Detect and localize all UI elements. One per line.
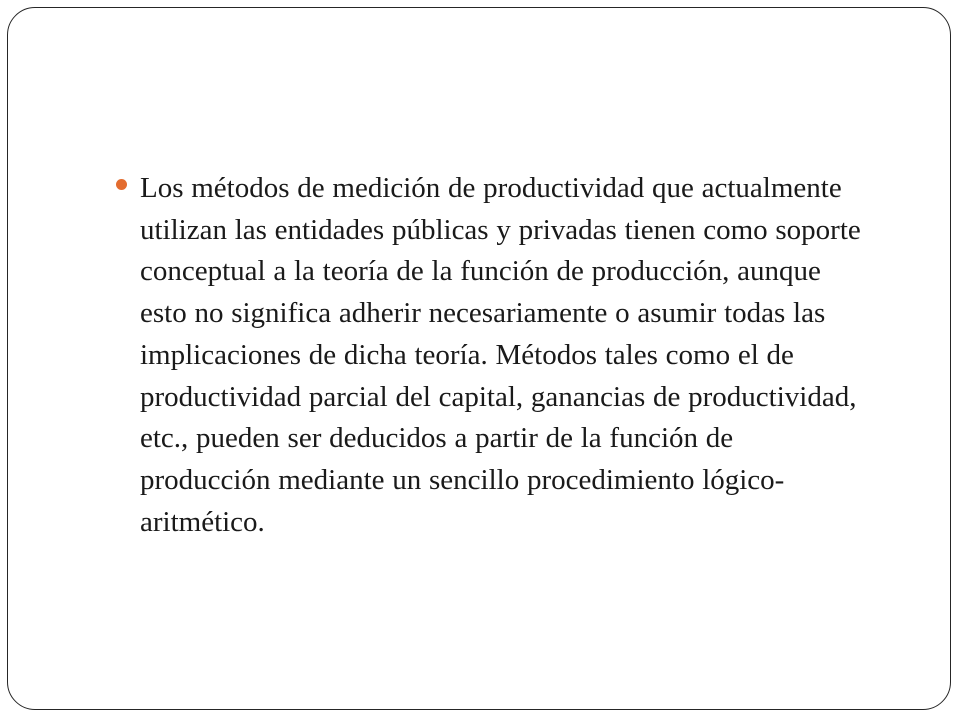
paragraph-line: utilizan las entidades públicas y privadas tienen como soporte	[140, 213, 861, 246]
paragraph-line: esto no significa adherir necesariamente o asumir todas las	[140, 297, 826, 330]
bullet-dot-icon	[116, 179, 127, 190]
paragraph-line: Los métodos de medición de productividad que actualmente	[140, 172, 842, 204]
paragraph-line: conceptual a la teoría de la función de producción, aunque	[140, 255, 821, 288]
slide-frame	[7, 7, 951, 710]
paragraph-line: aritmético.	[140, 505, 265, 538]
paragraph-line: etc., pueden ser deducidos a partir de la función de	[140, 422, 734, 455]
paragraph-line: implicaciones de dicha teoría. Métodos tales como el de	[140, 338, 794, 371]
bullet-paragraph	[140, 168, 916, 543]
paragraph-line: producción mediante un sencillo procedimiento lógico-	[140, 463, 785, 496]
paragraph-line: productividad parcial del capital, ganancias de productividad,	[140, 380, 857, 413]
